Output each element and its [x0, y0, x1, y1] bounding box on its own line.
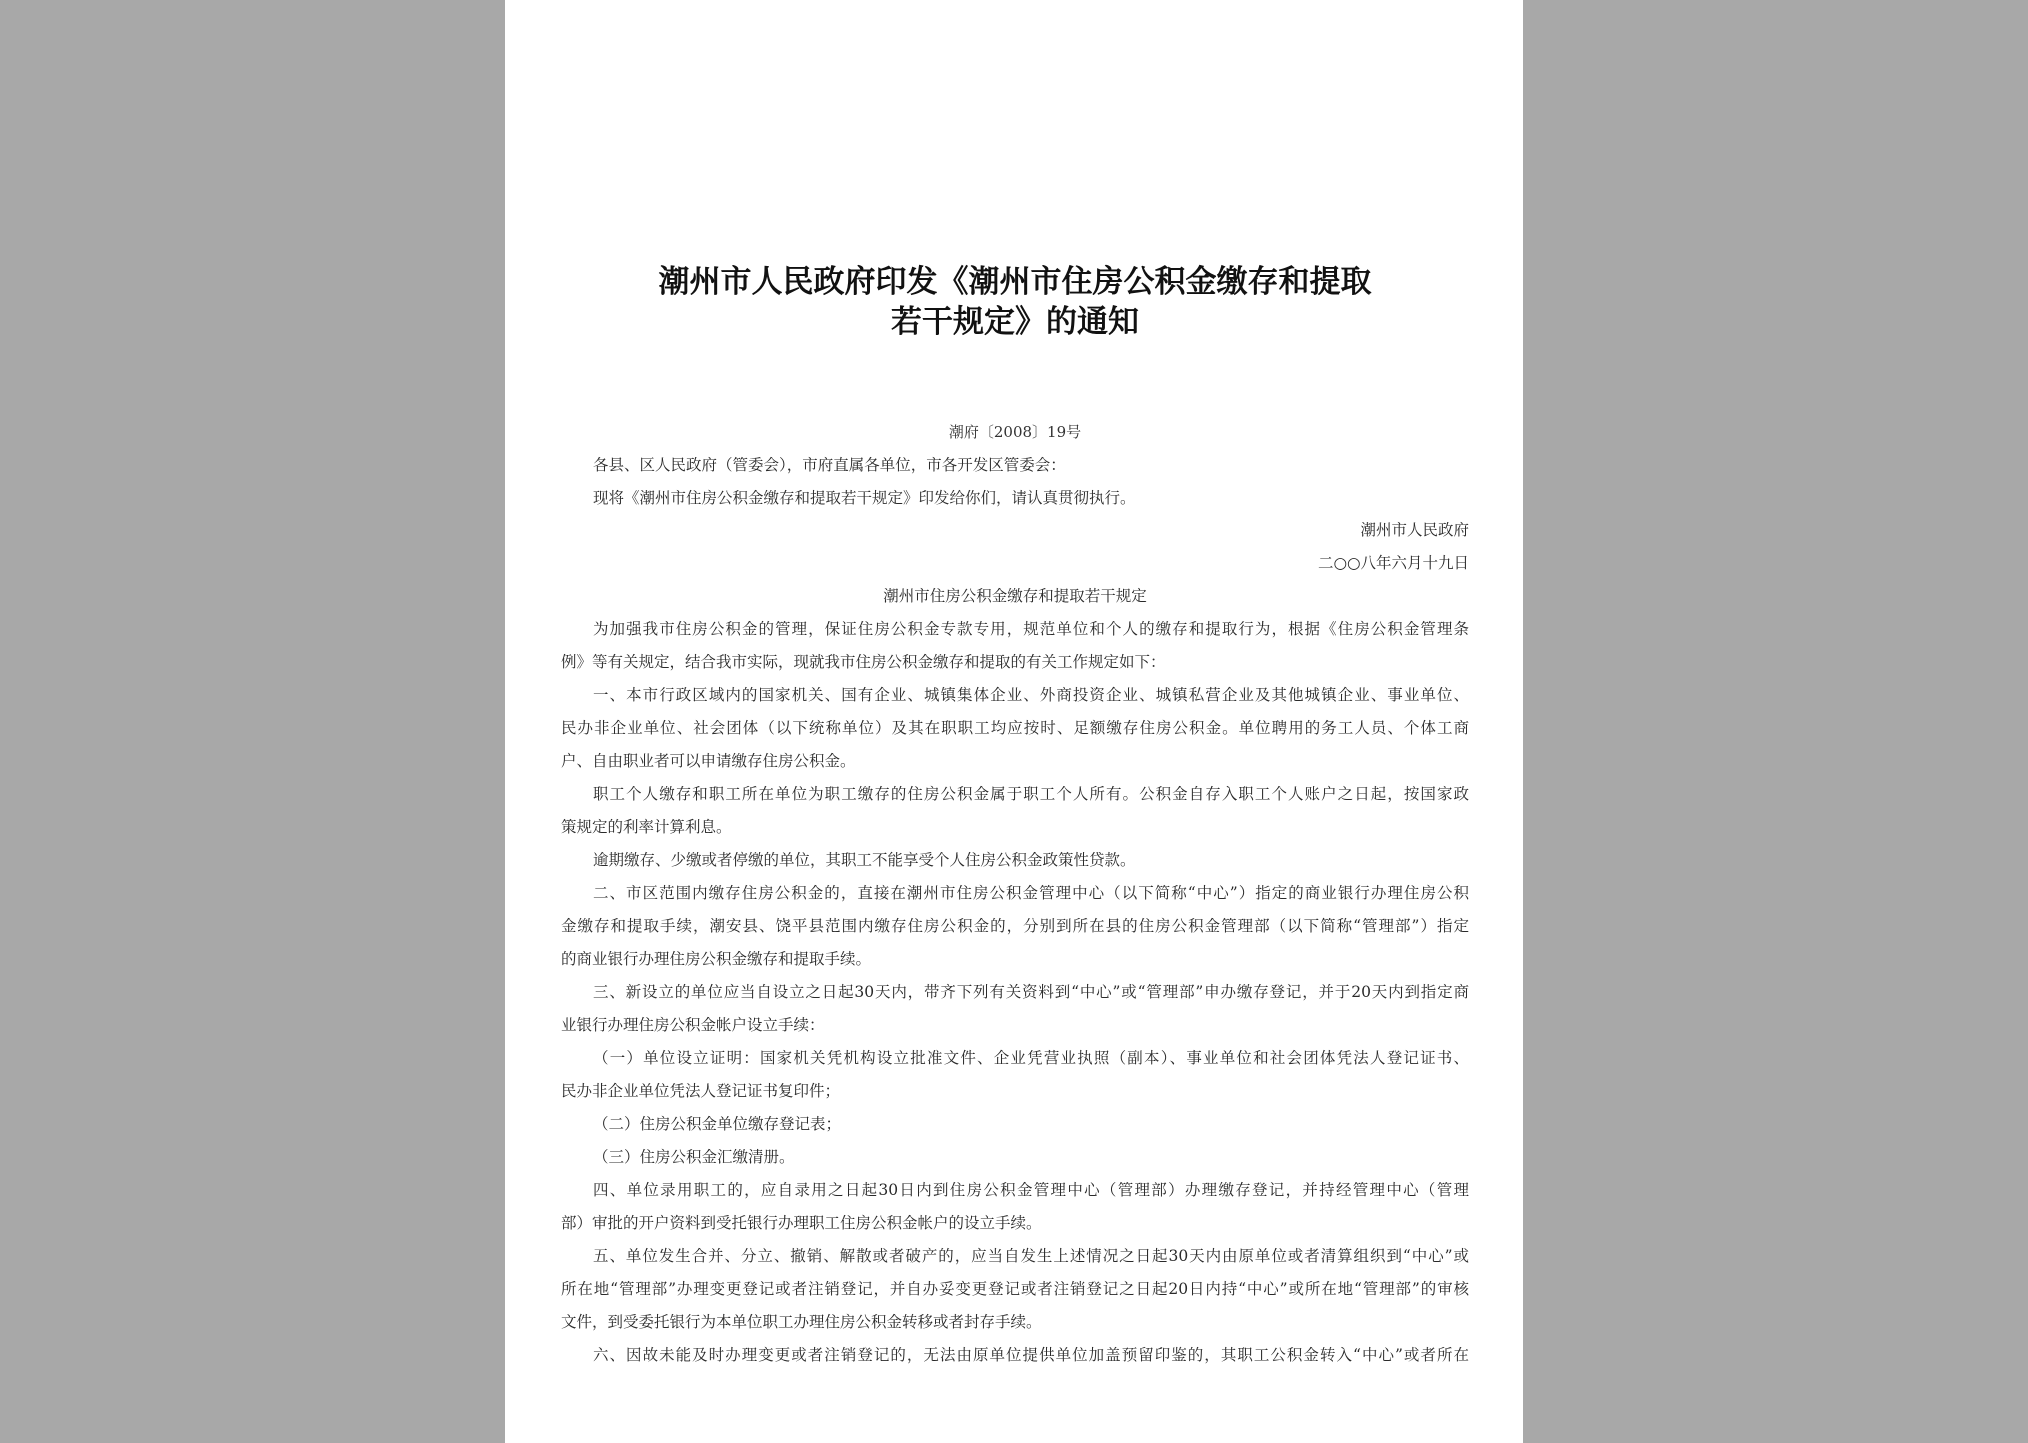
body-line: （三）住房公积金汇缴清册。 — [593, 1148, 795, 1166]
document-number: 潮府〔2008〕19号 — [948, 423, 1082, 441]
body-line: 五、单位发生合并、分立、撤销、解散或者破产的，应当自发生上述情况之日起30天内由原单位或者清算组织到“中心”或 — [593, 1247, 1469, 1265]
body-line: 的商业银行办理住房公积金缴存和提取手续。 — [561, 950, 872, 968]
body-line: 金缴存和提取手续，潮安县、饶平县范围内缴存住房公积金的，分别到所在县的住房公积金管理部（以下简称“管理部”）指定 — [561, 917, 1469, 935]
body-line: 业银行办理住房公积金帐户设立手续： — [561, 1016, 825, 1034]
body-line: 逾期缴存、少缴或者停缴的单位，其职工不能享受个人住房公积金政策性贷款。 — [593, 851, 1136, 869]
title-line-2: 若干规定》的通知 — [891, 304, 1139, 340]
addressee: 各县、区人民政府（管委会），市府直属各单位，市各开发区管委会： — [593, 456, 1066, 474]
title-line-1: 潮州市人民政府印发《潮州市住房公积金缴存和提取 — [658, 264, 1372, 300]
issue-date: 二○○八年六月十九日 — [1317, 554, 1469, 572]
body-line: 文件，到受委托银行为本单位职工办理住房公积金转移或者封存手续。 — [561, 1313, 1042, 1331]
body-line: 为加强我市住房公积金的管理，保证住房公积金专款专用，规范单位和个人的缴存和提取行为，根据《住房公积金管理条 — [593, 620, 1469, 638]
body-line: （二）住房公积金单位缴存登记表； — [593, 1115, 842, 1133]
body-line: 民办非企业单位、社会团体（以下统称单位）及其在职职工均应按时、足额缴存住房公积金。单位聘用的务工人员、个体工商 — [561, 719, 1469, 737]
body-line: 策规定的利率计算利息。 — [561, 818, 732, 836]
body-line: 一、本市行政区域内的国家机关、国有企业、城镇集体企业、外商投资企业、城镇私营企业及其他城镇企业、事业单位、 — [593, 686, 1469, 704]
body-line: 例》等有关规定，结合我市实际，现就我市住房公积金缴存和提取的有关工作规定如下： — [561, 653, 1166, 671]
document-page — [505, 0, 1523, 1443]
body-line: 所在地“管理部”办理变更登记或者注销登记，并自办妥变更登记或者注销登记之日起20日内持“中心”或所在地“管理部”的审核 — [561, 1280, 1469, 1298]
body-line: （一）单位设立证明：国家机关凭机构设立批准文件、企业凭营业执照（副本）、事业单位和社会团体凭法人登记证书、 — [593, 1049, 1469, 1067]
body-line: 四、单位录用职工的，应自录用之日起30日内到住房公积金管理中心（管理部）办理缴存登记，并持经管理中心（管理 — [593, 1181, 1469, 1199]
issuer: 潮州市人民政府 — [1360, 521, 1469, 539]
intro-paragraph: 现将《潮州市住房公积金缴存和提取若干规定》印发给你们，请认真贯彻执行。 — [593, 489, 1136, 507]
document-title — [561, 262, 1469, 342]
body-line: 六、因故未能及时办理变更或者注销登记的，无法由原单位提供单位加盖预留印鉴的，其职工公积金转入“中心”或者所在 — [593, 1346, 1469, 1364]
body-line: 户、自由职业者可以申请缴存住房公积金。 — [561, 752, 856, 770]
body-line: 民办非企业单位凭法人登记证书复印件； — [561, 1082, 841, 1100]
body-line: 部）审批的开户资料到受托银行办理职工住房公积金帐户的设立手续。 — [561, 1214, 1042, 1232]
body-line: 职工个人缴存和职工所在单位为职工缴存的住房公积金属于职工个人所有。公积金自存入职工个人账户之日起，按国家政 — [593, 785, 1469, 803]
rules-title: 潮州市住房公积金缴存和提取若干规定 — [883, 587, 1147, 605]
body-line: 三、新设立的单位应当自设立之日起30天内，带齐下列有关资料到“中心”或“管理部”申办缴存登记，并于20天内到指定商 — [593, 983, 1469, 1001]
body-line: 二、市区范围内缴存住房公积金的，直接在潮州市住房公积金管理中心（以下简称“中心”）指定的商业银行办理住房公积 — [593, 884, 1469, 902]
